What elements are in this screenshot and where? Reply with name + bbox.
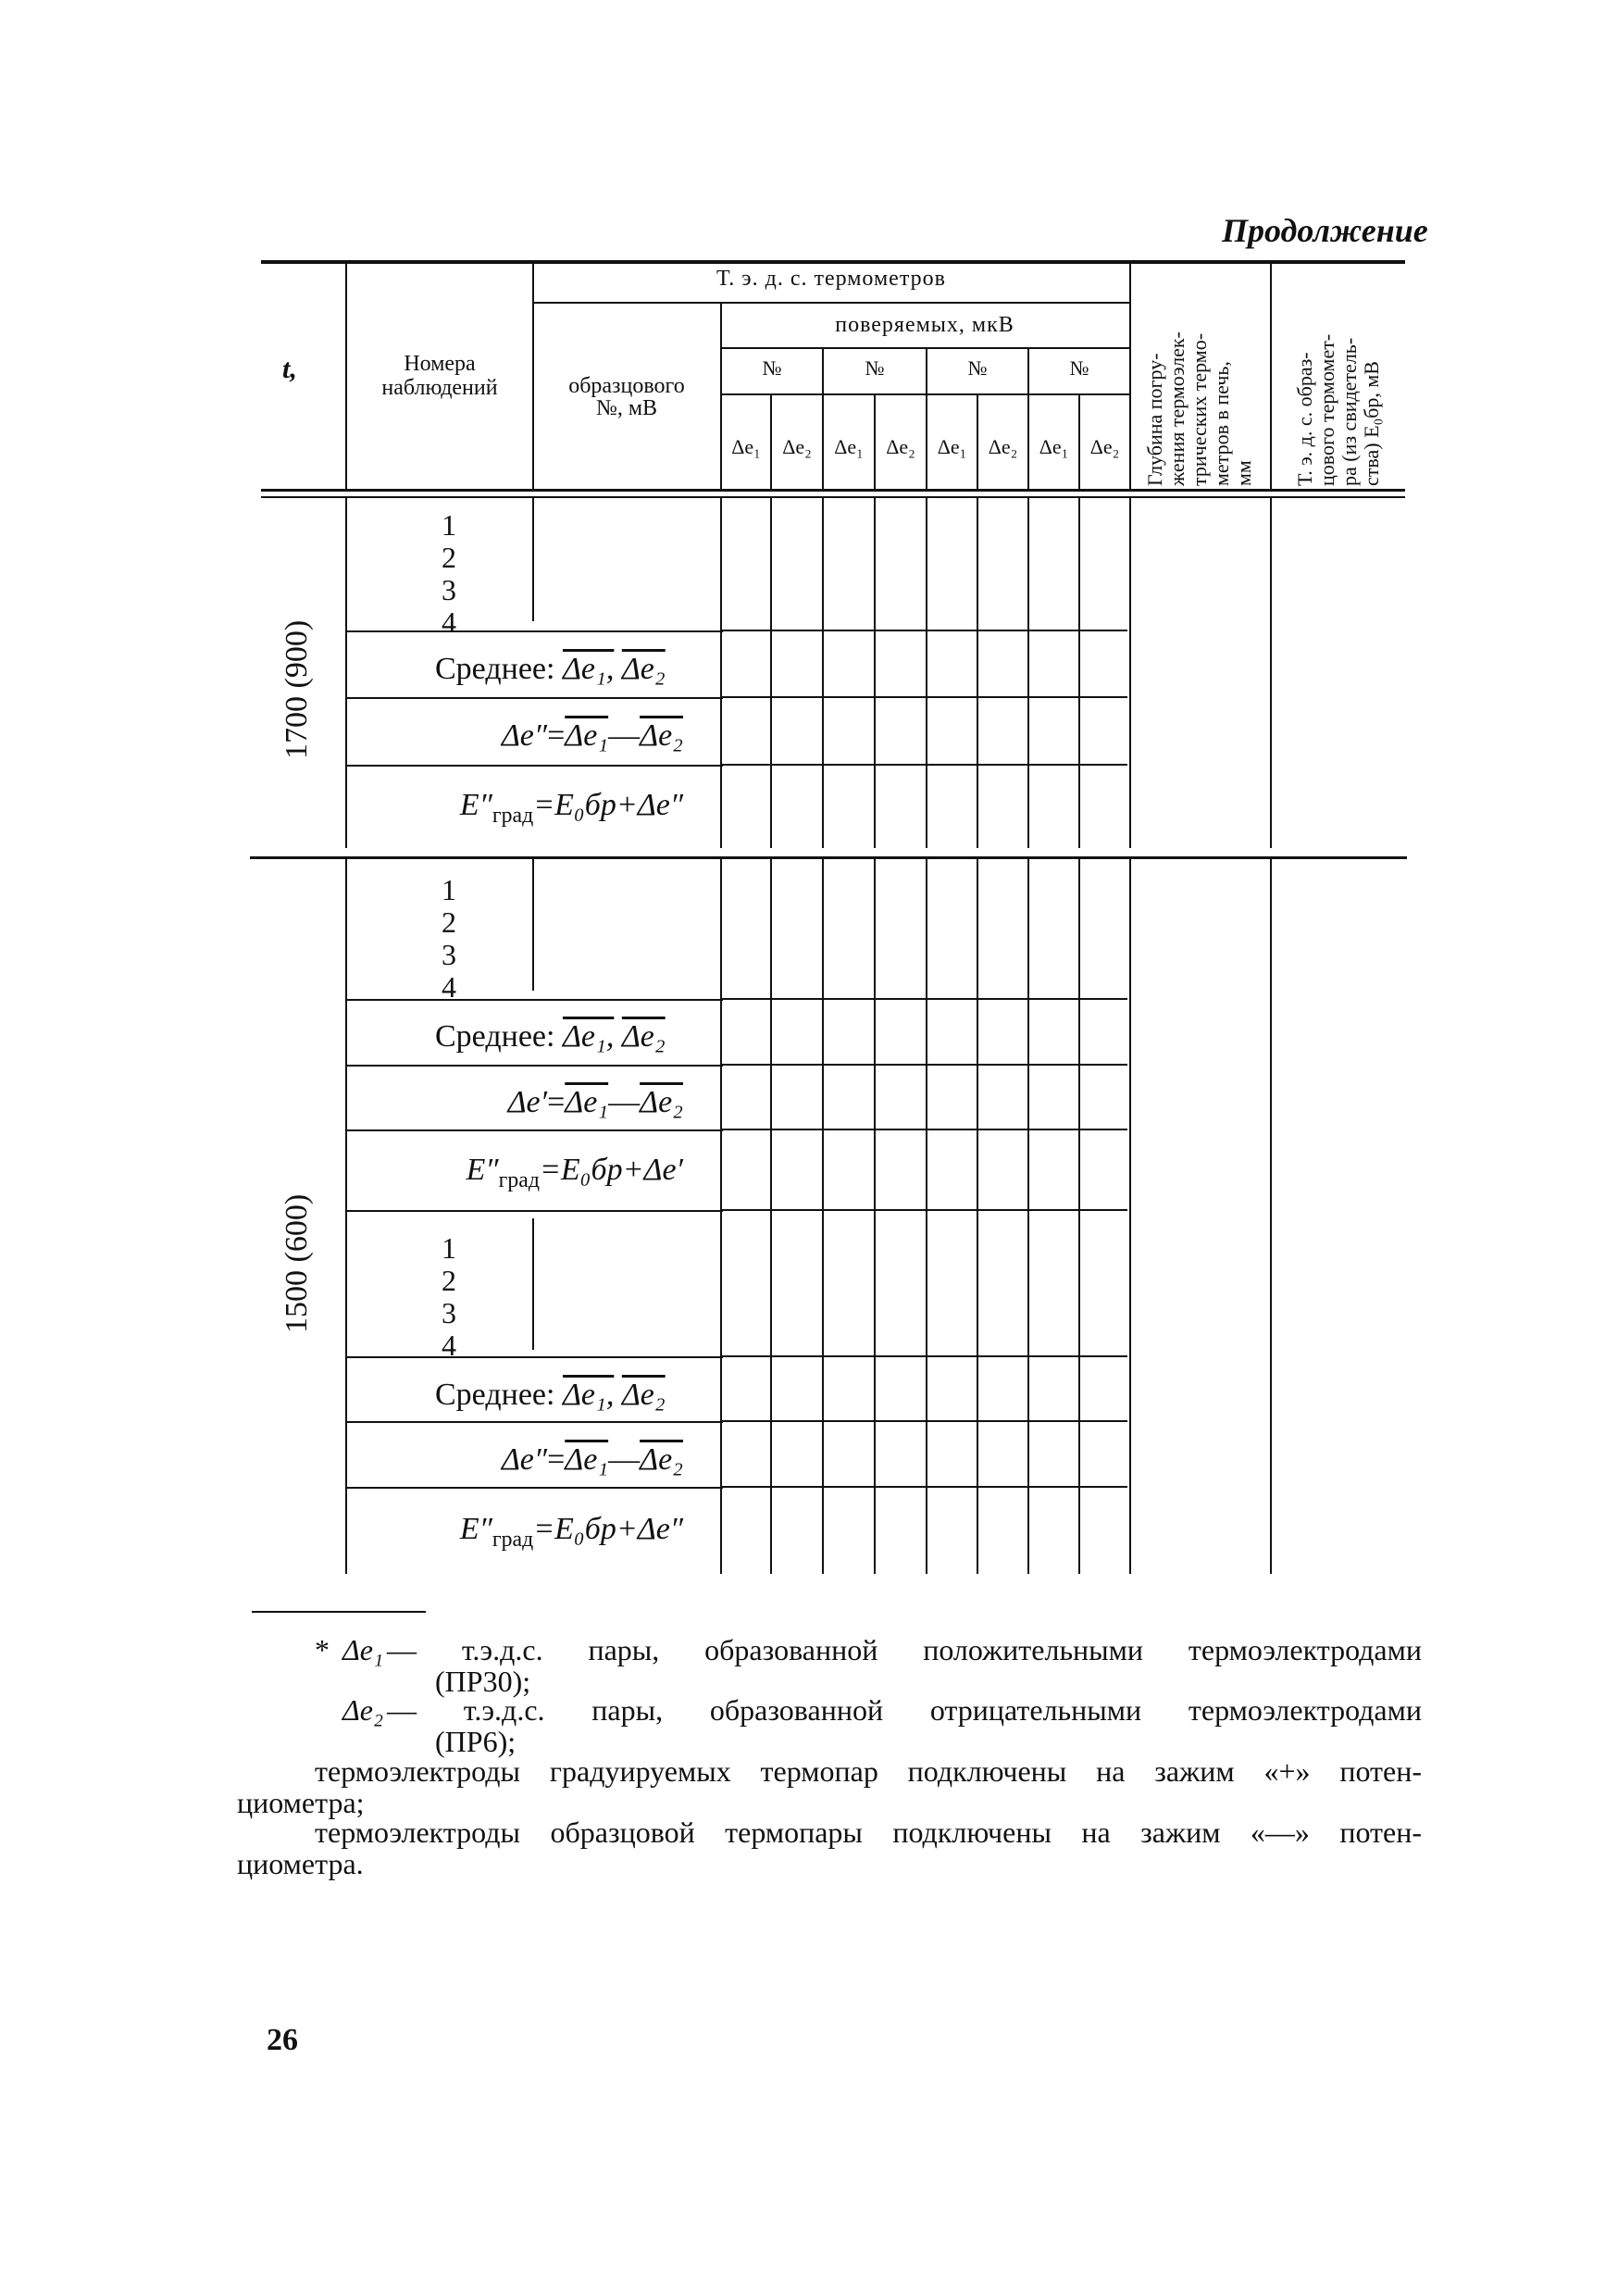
obs-number: 4 [442,1329,456,1362]
header-immersion-line: метров в печь, [1210,361,1233,486]
header-ref-emf [1294,334,1383,486]
header-vline [345,262,347,491]
obs-numbers-2 [435,1232,463,1362]
header-immersion-line: трических термо- [1188,332,1211,486]
footnote-line: циометра. [237,1847,364,1880]
header-obs-line: Номера [404,352,476,376]
footnote-line: (ПР6); [435,1725,517,1758]
body-vline [720,859,722,1574]
grad-lhs: E″ [466,1153,499,1187]
body-vline [822,496,824,848]
row-rule [345,697,723,699]
mean-label: Среднее: [435,1378,555,1412]
diff-row-label: Δe″=Δe₁—Δe₂ [501,718,683,753]
grad-sub: град [498,1167,540,1192]
header-ref-line: образцового [568,374,685,398]
obs-number: 2 [442,1264,456,1297]
diff-row-label: Δe′=Δe₁—Δe₂ [507,1085,683,1119]
row-rule [345,999,723,1001]
header-rule-no [720,393,1129,395]
footnote-line: (ПР30); [435,1665,531,1698]
table-top-rule [261,260,1405,264]
page-number: 26 [267,2023,298,2057]
body-vline [1270,496,1272,848]
diff-lhs: Δe″ [501,1442,548,1477]
diff-rhs2: Δe₂ [640,1085,683,1119]
grad-rhs: =E₀бр+Δe″ [533,788,683,822]
header-immersion-line: Глубина погру- [1143,353,1166,486]
obs-number: 3 [442,938,456,971]
header-reference [535,375,718,419]
header-de1: Δe₁ [937,435,967,458]
header-no: № [865,356,885,380]
header-ref-emf-line: цового термомет- [1315,333,1338,486]
continuation-label: Продолжение [1222,212,1428,249]
body-vline [874,496,876,848]
mean-de2: Δe₂ [621,1019,666,1054]
body-vline [926,859,927,1574]
body-vline [874,859,876,1574]
mean-de1: Δe₁, [562,1378,615,1412]
block-temperature: 1500 (600) [280,1193,314,1333]
mean-row-label [435,1019,666,1054]
header-immersion [1144,331,1255,486]
header-obs-numbers [348,352,531,400]
body-vline [822,859,824,1574]
obs-number: 3 [442,1296,456,1329]
header-de1: Δe₁ [834,435,864,458]
footnote-line: — т.э.д.с. пары, образованной положительными термоэлектродами [387,1633,1422,1666]
body-vline [1129,496,1131,848]
grad-lhs: E″ [459,788,492,822]
mean-de1: Δe₁, [562,1019,615,1054]
body-vline [345,496,347,848]
header-checked: поверяемых, мкВ [835,313,1014,337]
header-de1: Δe₁ [1039,435,1069,458]
body-vline [1027,859,1029,1574]
header-vline [1129,262,1131,491]
header-bottom-rule-2 [261,496,1405,498]
header-no: № [762,356,782,380]
header-de2: Δe₂ [988,435,1018,458]
grad-sub: град [492,1527,534,1552]
header-bottom-rule [261,489,1405,492]
obs-number: 3 [442,573,456,606]
grad-row-label [389,788,683,829]
header-t: t, [282,354,297,384]
header-de1: Δe₁ [731,435,761,458]
body-vline [1027,496,1029,848]
diff-rhs1: Δe₁ [565,718,609,753]
row-rule [345,630,723,632]
obs-number: 2 [442,541,456,574]
header-de2: Δe₂ [1089,435,1120,458]
obs-number: 1 [442,873,456,906]
obs-numbers [435,509,463,639]
header-immersion-line: мм [1232,460,1255,486]
grad-sub: град [492,803,534,828]
body-vline [720,496,722,848]
block-temperature: 1700 (900) [280,619,314,759]
body-vline [532,1218,534,1350]
obs-number: 4 [442,605,456,639]
row-rule [345,1421,723,1423]
diff-rhs1: Δe₁ [565,1085,609,1119]
header-vline [1270,262,1272,491]
mean-de2: Δe₂ [621,652,666,686]
body-vline [770,496,772,848]
header-ref-emf-line: ра (из свидетель- [1338,337,1361,486]
body-vline [977,496,978,848]
row-rule [345,1210,723,1212]
header-obs-line: наблюдений [381,376,498,400]
header-rule-checked [720,347,1129,349]
header-ref-line: №, мВ [595,396,658,420]
footnote-line: циометра; [237,1786,365,1819]
footnote-star: * [315,1633,330,1666]
mean-label: Среднее: [435,1019,555,1054]
block-separator-rule [250,856,1407,859]
row-rule [345,1065,723,1067]
diff-lhs: Δe′ [507,1085,548,1119]
row-rule [345,1487,723,1489]
obs-number: 1 [442,508,456,542]
mean-row-label [435,1378,666,1413]
mean-de2: Δe₂ [621,1378,666,1412]
diff-rhs2: Δe₂ [640,1442,683,1477]
body-vline [345,859,347,1574]
header-de2: Δe₂ [886,435,915,458]
diff-rhs1: Δe₁ [565,1442,609,1477]
header-ref-emf-line: ства) E₀бр, мВ [1360,361,1383,486]
footnote-line: термоэлектроды градуируемых термопар подключены на зажим «+» потен- [315,1754,1422,1788]
footnote-line: термоэлектроды образцовой термопары подключены на зажим «—» потен- [315,1816,1422,1849]
header-tedc: Т. э. д. с. термометров [716,267,946,291]
row-rule [345,1356,723,1358]
body-vline [1078,496,1080,848]
obs-number: 2 [442,905,456,939]
grad-rhs: =E₀бр+Δe″ [533,1512,683,1546]
body-vline [926,496,927,848]
body-vline [977,859,978,1574]
diff-rhs2: Δe₂ [640,718,683,753]
obs-number: 4 [442,970,456,1004]
footnote-rule [252,1611,426,1613]
body-vline [532,496,534,621]
diff-lhs: Δe″ [501,718,548,753]
body-vline [770,859,772,1574]
mean-label: Среднее: [435,652,555,686]
body-vline [1270,859,1272,1574]
mean-row-label [435,652,666,687]
row-rule [345,765,723,767]
body-vline [1078,859,1080,1574]
obs-numbers [435,874,463,1004]
footnote-symbol: Δe₂ [342,1693,384,1727]
row-rule [345,1129,723,1131]
footnote-symbol: Δe₁ [342,1633,384,1666]
mean-de1: Δe₁, [562,652,615,686]
footnote-line: — т.э.д.с. пары, образованной отрицательными термоэлектродами [387,1693,1422,1727]
grad-row-label [389,1512,683,1553]
obs-number: 1 [442,1231,456,1265]
header-rule-tedc [532,302,1129,304]
header-ref-emf-line: Т. э. д. с. образ- [1293,352,1316,486]
header-no: № [1069,356,1089,380]
header-immersion-line: жения термоэлек- [1165,331,1189,486]
diff-row-label: Δe″=Δe₁—Δe₂ [501,1442,683,1477]
grad-lhs: E″ [459,1512,492,1546]
header-no: № [967,356,988,380]
body-vline [532,859,534,991]
header-de2: Δe₂ [782,435,812,458]
header-vline [532,262,534,491]
grad-row-label [389,1153,683,1193]
grad-rhs: =E₀бр+Δe′ [539,1153,683,1187]
body-vline [1129,859,1131,1574]
